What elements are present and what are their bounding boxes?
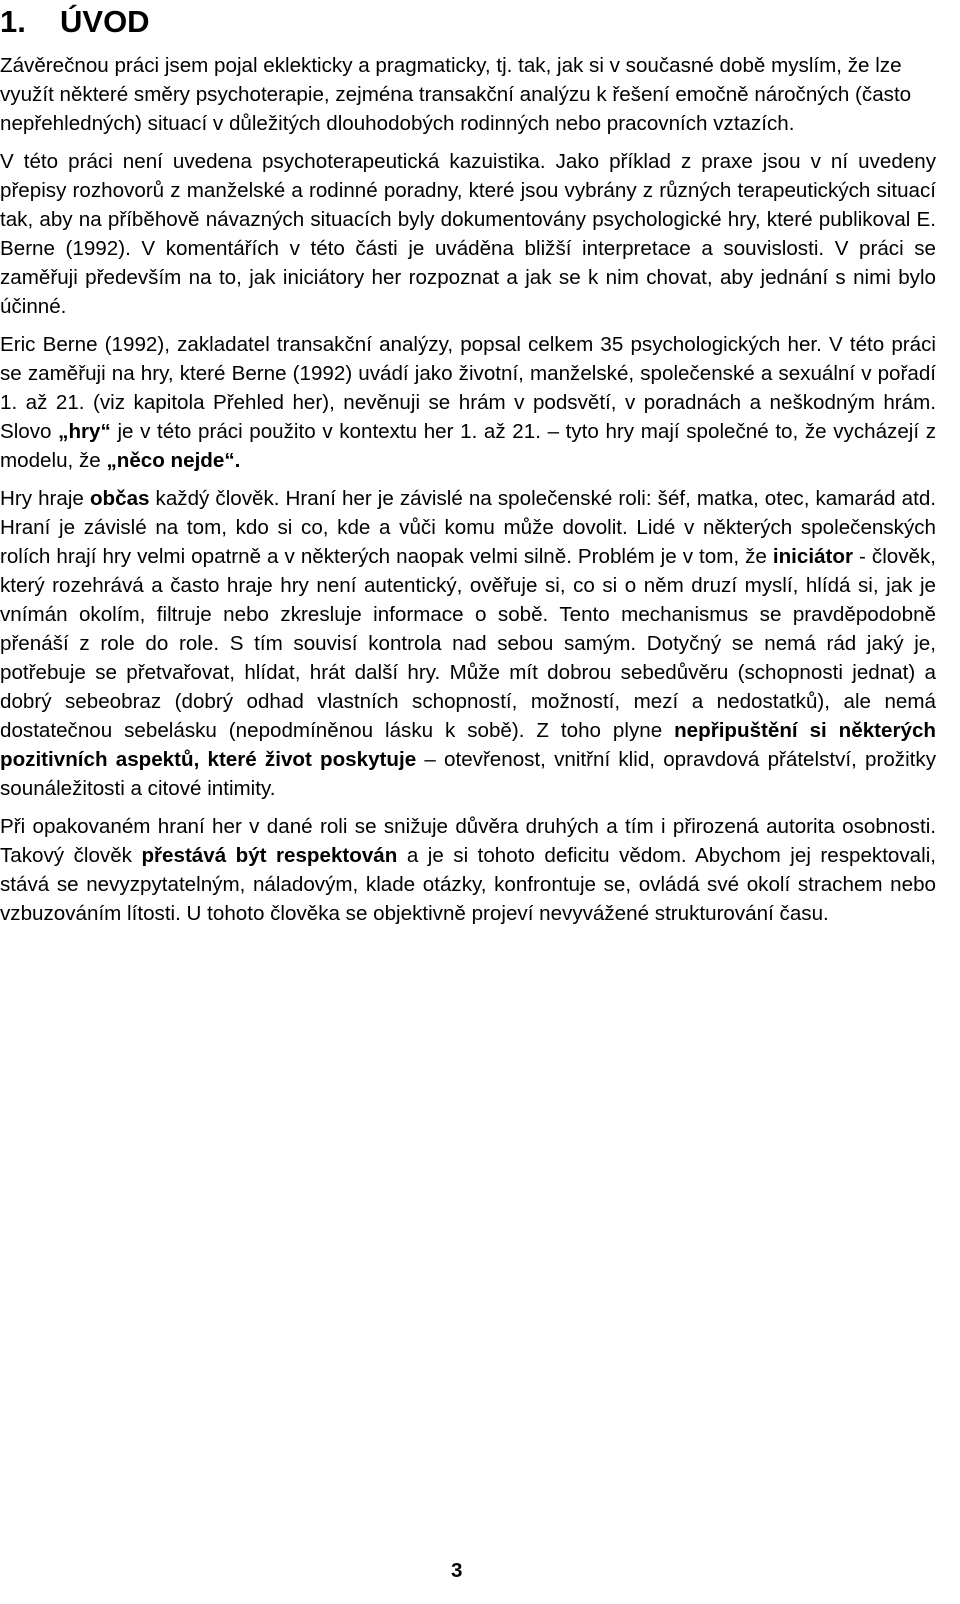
paragraph bbox=[0, 484, 936, 803]
document-body bbox=[0, 51, 936, 928]
paragraph-text: a je si tohoto deficitu vědom. Abychom jej respektovali, stává se nevyzpytatelným, náladovým, klade otázky, konfrontuje se, ovládá své okolí strachem nebo vzbuzováním lítosti. U tohoto člověka se objektivně projeví nevyvážené strukturování času. bbox=[0, 844, 936, 925]
paragraph bbox=[0, 147, 936, 321]
chapter-heading bbox=[0, 2, 150, 42]
paragraph-text: Při opakovaném hraní her v dané roli se snižuje důvěra druhých a tím i přirozená autorita osobnosti. Takový člověk bbox=[0, 815, 936, 867]
emphasis-text: iniciátor bbox=[772, 545, 853, 568]
paragraph-text: Hry hraje bbox=[0, 487, 90, 510]
paragraph bbox=[0, 812, 936, 928]
emphasis-text: nepřipuštění si některých pozitivních aspektů, které život poskytuje bbox=[0, 719, 936, 771]
page-number: 3 bbox=[451, 1559, 463, 1582]
emphasis-text: „něco nejde“. bbox=[106, 449, 241, 472]
paragraph-text: je v této práci použito v kontextu her 1. až 21. – tyto hry mají společné to, že vycházejí z modelu, že bbox=[0, 420, 936, 472]
paragraph-text: každý člověk. Hraní her je závislé na společenské roli: šéf, matka, otec, kamarád atd. Hraní je závislé na tom, kdo si co, kde a vůči komu může dovolit. Lidé v některých společenských rolích hrají hry velmi opatrně a v některých naopak velmi silně. Problém je v tom, že bbox=[0, 487, 937, 568]
paragraph-text: - člověk, který rozehrává a často hraje hry není autentický, ověřuje si, co si o něm druzí myslí, hlídá si, jak je vnímán okolím, filtruje nebo zkresluje informace o sobě. Tento mechanismus se pravděpodobně přenáší z role do role. S tím souvisí kontrola nad sebou samým. Dotyčný se nemá rád jaký je, potřebuje se přetvařovat, hlídat, hrát další hry. Může mít dobrou sebedůvěru (schopnosti jednat) a dobrý sebeobraz (dobrý odhad vlastních schopností, možností, mezí a nedostatků), ale nemá dostatečnou sebelásku (nepodmíněnou lásku k sobě). Z toho plyne bbox=[0, 545, 936, 742]
paragraph-text: – otevřenost, vnitřní klid, opravdová přátelství, prožitky sounáležitosti a citové intimity. bbox=[0, 748, 936, 800]
emphasis-text: občas bbox=[89, 487, 150, 510]
paragraph-text: V této práci není uvedena psychoterapeutická kazuistika. Jako příklad z praxe jsou v ní uvedeny přepisy rozhovorů z manželské a rodinné poradny, které jsou vybrány z různých terapeutických situací tak, aby na příběhově návazných situacích byly dokumentovány psychologické hry, které publikoval E. Berne (1992). V komentářích v této části je uváděna bližší interpretace a souvislosti. V práci se zaměřuji především na to, jak iniciátory her rozpoznat a jak se k nim chovat, aby jednání s nimi bylo účinné. bbox=[0, 150, 936, 318]
chapter-number: 1. bbox=[0, 4, 26, 39]
emphasis-text: „hry“ bbox=[58, 420, 111, 443]
emphasis-text: přestává být respektován bbox=[141, 844, 398, 867]
paragraph bbox=[0, 330, 936, 475]
chapter-title: ÚVOD bbox=[60, 4, 150, 39]
paragraph bbox=[0, 51, 936, 138]
paragraph-text: Eric Berne (1992), zakladatel transakční analýzy, popsal celkem 35 psychologických her. V této práci se zaměřuji na hry, které Berne (1992) uvádí jako životní, manželské, společenské a sexuální v pořadí 1. až 21. (viz kapitola Přehled her), nevěnuji se hrám v podsvětí, v poradnách a neškodným hrám. Slovo bbox=[0, 333, 936, 443]
paragraph-text: Závěrečnou práci jsem pojal eklekticky a pragmaticky, tj. tak, jak si v současné době myslím, že lze využít některé směry psychoterapie, zejména transakční analýzu k řešení emočně náročných (často nepřehledných) situací v důležitých dlouhodobých rodinných nebo pracovních vztazích. bbox=[0, 54, 912, 135]
